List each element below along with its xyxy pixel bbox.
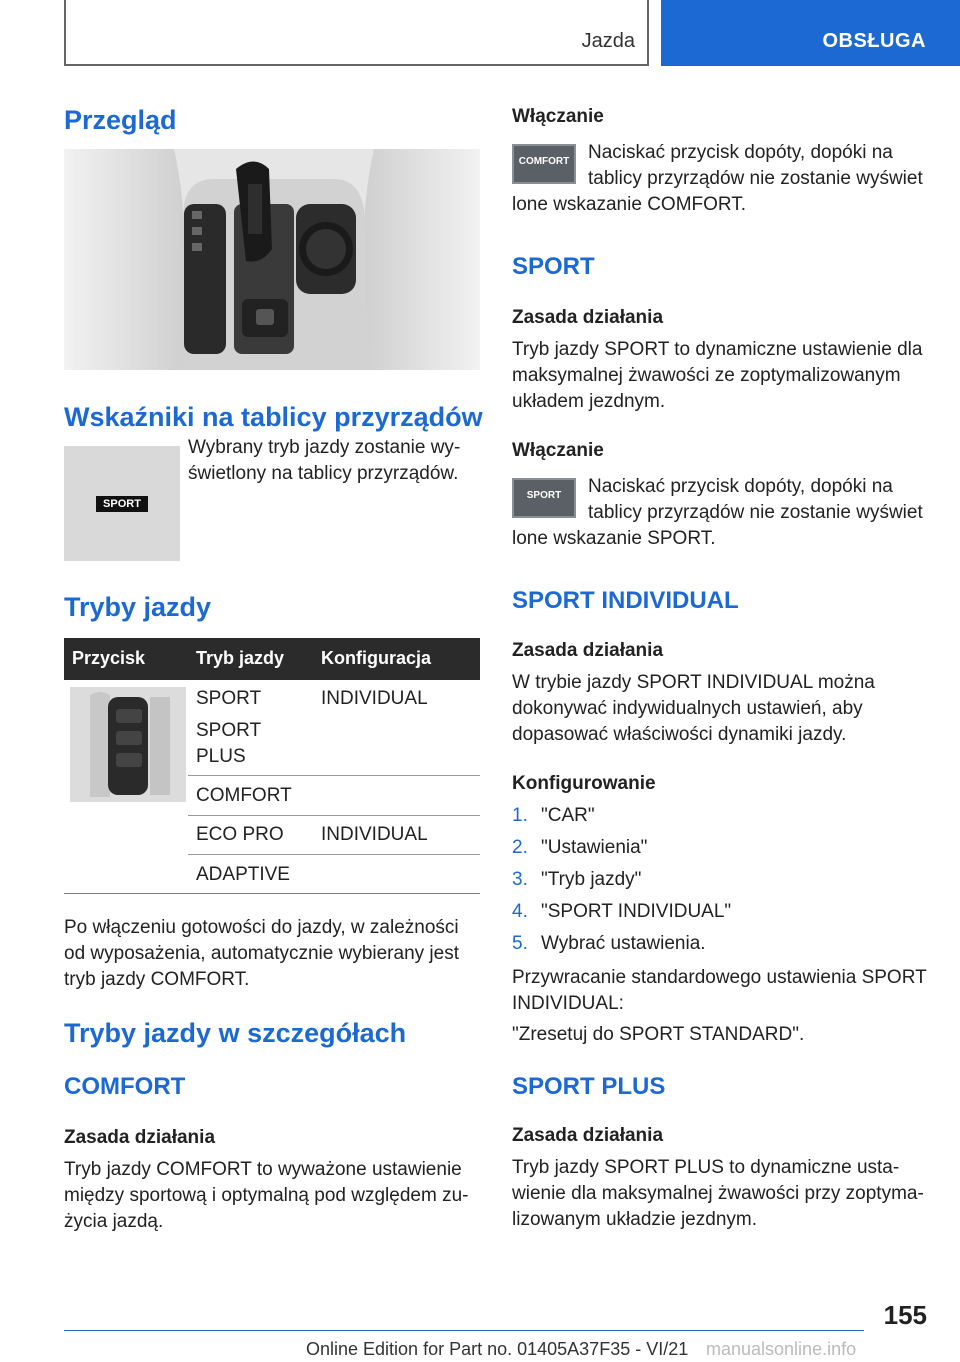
step-text: "SPORT INDIVIDUAL" bbox=[541, 901, 732, 922]
plus-principle-heading: Zasada działania bbox=[512, 1125, 664, 1146]
driving-modes-heading: Tryby jazdy bbox=[64, 592, 212, 622]
comfort-activation-heading: Włączanie bbox=[512, 106, 604, 127]
modes-detail-heading: Tryby jazdy w szczegółach bbox=[64, 1018, 407, 1048]
step-text: "CAR" bbox=[541, 805, 595, 826]
step-number: 5. bbox=[512, 933, 528, 954]
comfort-activation-text-3: lone wskazanie COMFORT. bbox=[512, 194, 747, 215]
table-header-row bbox=[64, 638, 480, 680]
overview-heading: Przegląd bbox=[64, 105, 177, 135]
table-header-config: Konfiguracja bbox=[321, 648, 432, 668]
chapter-title: OBSŁUGA bbox=[822, 30, 926, 52]
sport-button-label: SPORT bbox=[526, 490, 562, 501]
configuration-heading: Konfigurowanie bbox=[512, 773, 656, 794]
row-mode-sport: SPORT bbox=[196, 688, 262, 709]
page-number: 155 bbox=[883, 1300, 927, 1330]
center-console-image bbox=[64, 149, 480, 370]
row-mode-eco-pro: ECO PRO bbox=[196, 824, 284, 845]
sport-text: Tryb jazdy SPORT to dynamiczne ustawienie dla maksymalnej żwawości ze zoptymalizowanym układem jezdnym. bbox=[512, 339, 923, 412]
sport-badge: SPORT bbox=[96, 496, 148, 512]
sport-activation-text-1: Naciskać przycisk dopóty, dopóki na bbox=[588, 476, 893, 497]
comfort-button-label: COMFORT bbox=[518, 156, 570, 167]
center-console-illustration bbox=[64, 149, 480, 370]
sport-button-image bbox=[512, 478, 576, 518]
row-divider bbox=[188, 775, 480, 776]
header-chapter-tab[interactable] bbox=[661, 0, 960, 66]
comfort-principle-heading: Zasada działania bbox=[64, 1127, 216, 1148]
footer-rule bbox=[64, 1330, 864, 1331]
table-header-mode: Tryb jazdy bbox=[196, 648, 285, 668]
sport-activation-heading: Włączanie bbox=[512, 440, 604, 461]
mode-buttons-illustration bbox=[70, 687, 186, 802]
footer-watermark: manualsonline.info bbox=[706, 1339, 857, 1359]
row-config-sport: INDIVIDUAL bbox=[321, 688, 428, 709]
sport-principle-heading: Zasada działania bbox=[512, 307, 664, 328]
step-text: "Tryb jazdy" bbox=[541, 869, 642, 890]
step-number: 2. bbox=[512, 837, 528, 858]
individual-text: W trybie jazdy SPORT INDIVIDUAL można dokonywać indywidualnych ustawień, aby dopasować właściwości dynamiki jazdy. bbox=[512, 672, 875, 745]
step-number: 3. bbox=[512, 869, 528, 890]
comfort-activation-text-2: tablicy przyrządów nie zostanie wyświet bbox=[588, 168, 923, 189]
sport-heading: SPORT bbox=[512, 253, 595, 280]
comfort-activation-text-1: Naciskać przycisk dopóty, dopóki na bbox=[588, 142, 893, 163]
row-divider bbox=[188, 815, 480, 816]
row-mode-sport-plus: SPORT PLUS bbox=[196, 720, 261, 767]
indicators-heading: Wskaźniki na tablicy przyrządów bbox=[64, 402, 483, 432]
reset-value: "Zresetuj do SPORT STANDARD". bbox=[512, 1024, 805, 1045]
sport-plus-text: Tryb jazdy SPORT PLUS to dynamiczne ustawienie dla maksymalnej żwawości przy zoptymalizowanym układzie jezdnym. bbox=[512, 1157, 924, 1230]
individual-principle-heading: Zasada działania bbox=[512, 640, 664, 661]
step-number: 4. bbox=[512, 901, 528, 922]
sport-activation-text-3: lone wskazanie SPORT. bbox=[512, 528, 716, 549]
table-header-button: Przycisk bbox=[72, 648, 146, 668]
table-bottom-rule bbox=[64, 893, 480, 894]
header-section-box bbox=[64, 0, 649, 66]
row-divider bbox=[188, 854, 480, 855]
sport-indicator-image bbox=[64, 446, 180, 561]
mode-buttons-image bbox=[70, 687, 186, 802]
step-text: "Ustawienia" bbox=[541, 837, 648, 858]
reset-text: Przywracanie standardowego ustawienia SPORT INDIVIDUAL: bbox=[512, 967, 927, 1014]
row-mode-adaptive: ADAPTIVE bbox=[196, 864, 290, 885]
section-title: Jazda bbox=[581, 30, 635, 52]
indicators-text: Wybrany tryb jazdy zostanie wyświetlony na tablicy przyrządów. bbox=[188, 437, 461, 484]
step-number: 1. bbox=[512, 805, 528, 826]
default-mode-text: Po włączeniu gotowości do jazdy, w zależności od wyposażenia, automatycznie wybierany jest tryb jazdy COMFORT. bbox=[64, 917, 459, 990]
sport-activation-text-2: tablicy przyrządów nie zostanie wyświet bbox=[588, 502, 923, 523]
sport-plus-heading: SPORT PLUS bbox=[512, 1073, 666, 1100]
comfort-heading: COMFORT bbox=[64, 1073, 186, 1100]
step-text: Wybrać ustawienia. bbox=[541, 933, 706, 954]
comfort-button-image bbox=[512, 144, 576, 184]
comfort-text: Tryb jazdy COMFORT to wyważone ustawienie między sportową i optymalną pod względem zużycia jazdą. bbox=[64, 1159, 469, 1232]
row-config-eco-pro: INDIVIDUAL bbox=[321, 824, 428, 845]
footer-edition: Online Edition for Part no. 01405A37F35 - VI/21 bbox=[306, 1339, 689, 1359]
sport-individual-heading: SPORT INDIVIDUAL bbox=[512, 587, 739, 614]
row-mode-comfort: COMFORT bbox=[196, 785, 292, 806]
